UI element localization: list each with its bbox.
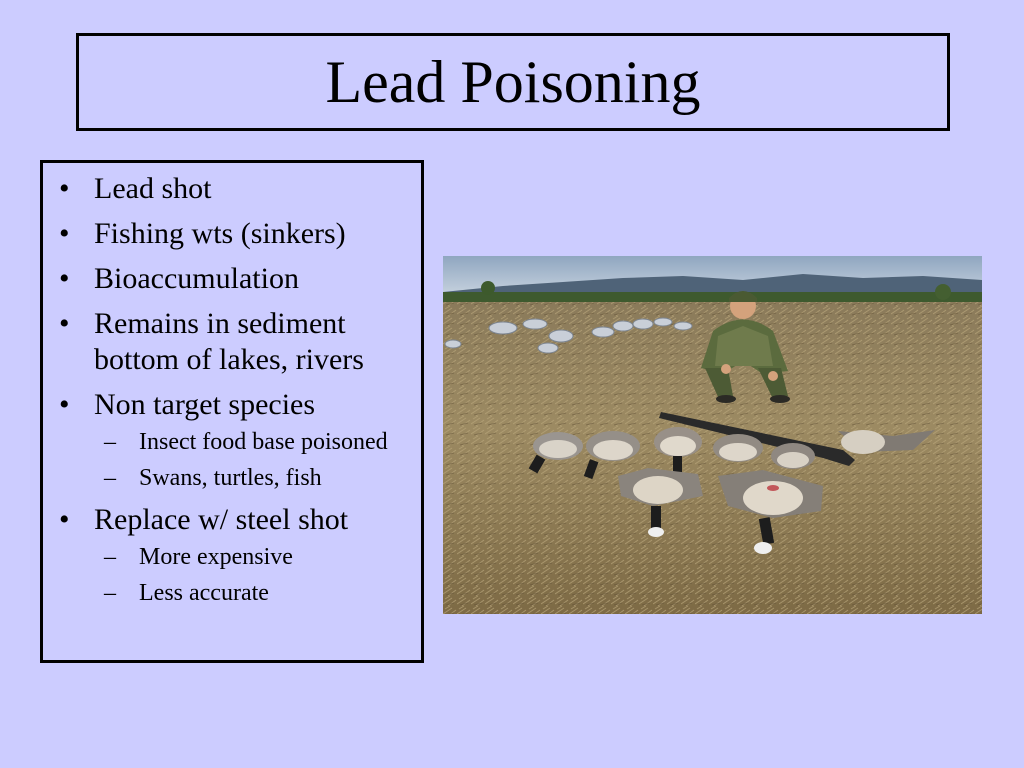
sub-bullet-item	[94, 463, 411, 493]
dash-icon: –	[104, 544, 116, 570]
hunter-with-geese-photo	[443, 256, 982, 614]
sub-bullet-list	[94, 542, 411, 608]
bullet-icon: •	[59, 172, 70, 205]
sub-bullet-text: Swans, turtles, fish	[139, 465, 322, 491]
bullet-icon: •	[59, 217, 70, 250]
bullet-text: Bioaccumulation	[94, 262, 299, 295]
bullet-icon: •	[59, 388, 70, 421]
bullet-item	[57, 387, 411, 493]
dash-icon: –	[104, 580, 116, 606]
bullet-item	[57, 171, 411, 207]
dash-icon: –	[104, 465, 116, 491]
sub-bullet-item	[94, 427, 411, 457]
bullet-text: Non target species	[94, 388, 316, 421]
bullet-text: Fishing wts (sinkers)	[94, 217, 346, 250]
bullet-list	[57, 171, 411, 608]
bullet-icon: •	[59, 307, 70, 340]
slide-title: Lead Poisoning	[325, 48, 701, 115]
sub-bullet-text: More expensive	[139, 544, 293, 570]
bullet-icon: •	[59, 262, 70, 295]
sub-bullet-text: Less accurate	[139, 580, 269, 606]
bullet-list-box	[40, 160, 424, 663]
sub-bullet-item	[94, 542, 411, 572]
dash-icon: –	[104, 429, 116, 455]
bullet-text: Remains in sediment bottom of lakes, rivers	[94, 307, 364, 376]
sub-bullet-item	[94, 578, 411, 608]
bullet-item	[57, 306, 411, 378]
bullet-item	[57, 502, 411, 608]
bullet-item	[57, 261, 411, 297]
bullet-icon: •	[59, 503, 70, 536]
sub-bullet-list	[94, 427, 411, 493]
title-box	[76, 33, 950, 131]
bullet-text: Lead shot	[94, 172, 212, 205]
sub-bullet-text: Insect food base poisoned	[139, 429, 388, 455]
bullet-text: Replace w/ steel shot	[94, 503, 349, 536]
bullet-item	[57, 216, 411, 252]
